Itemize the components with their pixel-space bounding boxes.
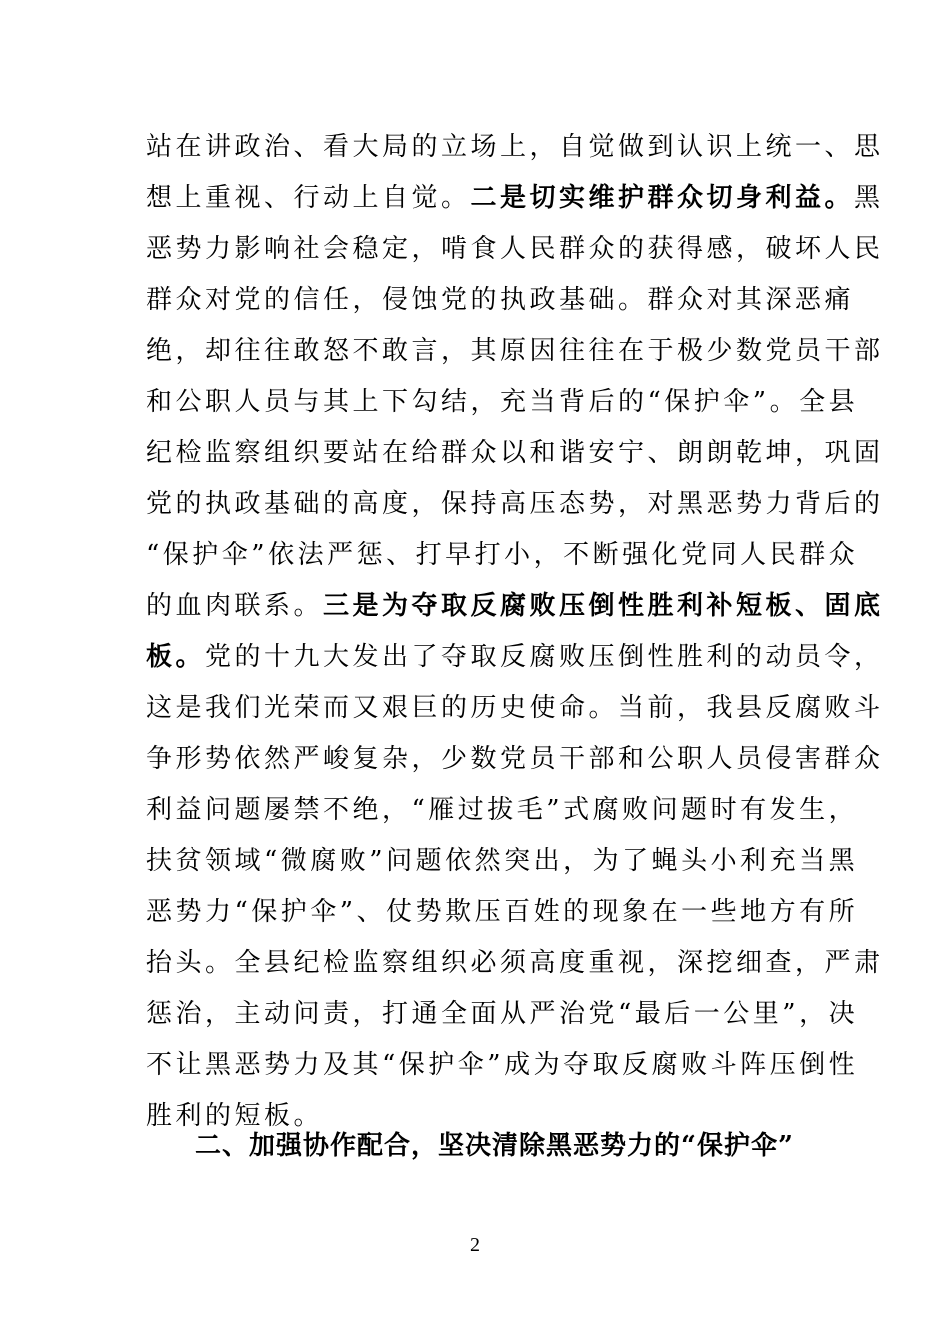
body-text-line <box>146 996 859 1032</box>
body-text-line <box>146 843 859 879</box>
text-span: 恶势力影响社会稳定，啃食人民群众的获得感，破坏人民 <box>146 234 884 264</box>
text-span: 扶贫领域“微腐败”问题依然突出，为了蝇头小利充当黑 <box>146 846 859 876</box>
body-text-line <box>146 741 884 777</box>
body-text-line <box>146 894 859 930</box>
body-text-line <box>146 639 884 675</box>
text-span: 利益问题屡禁不绝，“雁过拔毛”式腐败问题时有发生， <box>146 795 859 825</box>
text-span: 绝，却往往敢怒不敢言，其原因往往在于极少数党员干部 <box>146 336 884 366</box>
section-heading: 二、加强协作配合，坚决清除黑恶势力的“保护伞” <box>195 1131 794 1161</box>
text-span: 和公职人员与其上下勾结，充当背后的“保护伞”。全县 <box>146 387 859 417</box>
page-number: 2 <box>470 1234 480 1256</box>
body-text-line <box>146 333 884 369</box>
body-text-line <box>146 129 884 165</box>
text-span: 这是我们光荣而又艰巨的历史使命。当前，我县反腐败斗 <box>146 693 884 723</box>
text-span: 站在讲政治、看大局的立场上，自觉做到认识上统一、思 <box>146 132 884 162</box>
text-span: 黑 <box>854 183 884 213</box>
text-span: 恶势力“保护伞”、仗势欺压百姓的现象在一些地方有所 <box>146 897 859 927</box>
body-text-line <box>146 588 884 624</box>
text-span: “保护伞”依法严惩、打早打小，不断强化党同人民群众 <box>146 540 859 570</box>
body-text-line <box>146 384 859 420</box>
body-text-line <box>146 282 855 318</box>
body-text-line <box>146 486 884 522</box>
body-text-line <box>146 231 884 267</box>
body-text-line <box>146 690 884 726</box>
text-span: 的血肉联系。 <box>146 591 324 621</box>
body-text-line <box>146 1047 859 1083</box>
body-text-line <box>146 792 859 828</box>
text-span: 争形势依然严峻复杂，少数党员干部和公职人员侵害群众 <box>146 744 884 774</box>
text-span: 胜利的短板。 <box>146 1101 324 1131</box>
text-span: 纪检监察组织要站在给群众以和谐安宁、朗朗乾坤，巩固 <box>146 438 884 468</box>
text-span: 想上重视、行动上自觉。 <box>146 183 471 213</box>
bold-point-three-end: 板。 <box>146 642 206 672</box>
text-span: 抬头。全县纪检监察组织必须高度重视，深挖细查，严肃 <box>146 948 884 978</box>
body-text-line <box>146 435 884 471</box>
text-span: 群众对党的信任，侵蚀党的执政基础。群众对其深恶痛 <box>146 285 855 315</box>
body-text-line <box>146 537 859 573</box>
body-text-line <box>146 180 884 216</box>
text-span: 惩治，主动问责，打通全面从严治党“最后一公里”，决 <box>146 999 859 1029</box>
text-span: 党的十九大发出了夺取反腐败压倒性胜利的动员令， <box>205 642 884 672</box>
bold-point-two: 二是切实维护群众切身利益。 <box>470 183 855 213</box>
bold-point-three: 三是为夺取反腐败压倒性胜利补短板、固底 <box>323 591 884 621</box>
text-span: 不让黑恶势力及其“保护伞”成为夺取反腐败斗阵压倒性 <box>146 1050 859 1080</box>
text-span: 党的执政基础的高度，保持高压态势，对黑恶势力背后的 <box>146 489 884 519</box>
body-text-line <box>146 945 884 981</box>
